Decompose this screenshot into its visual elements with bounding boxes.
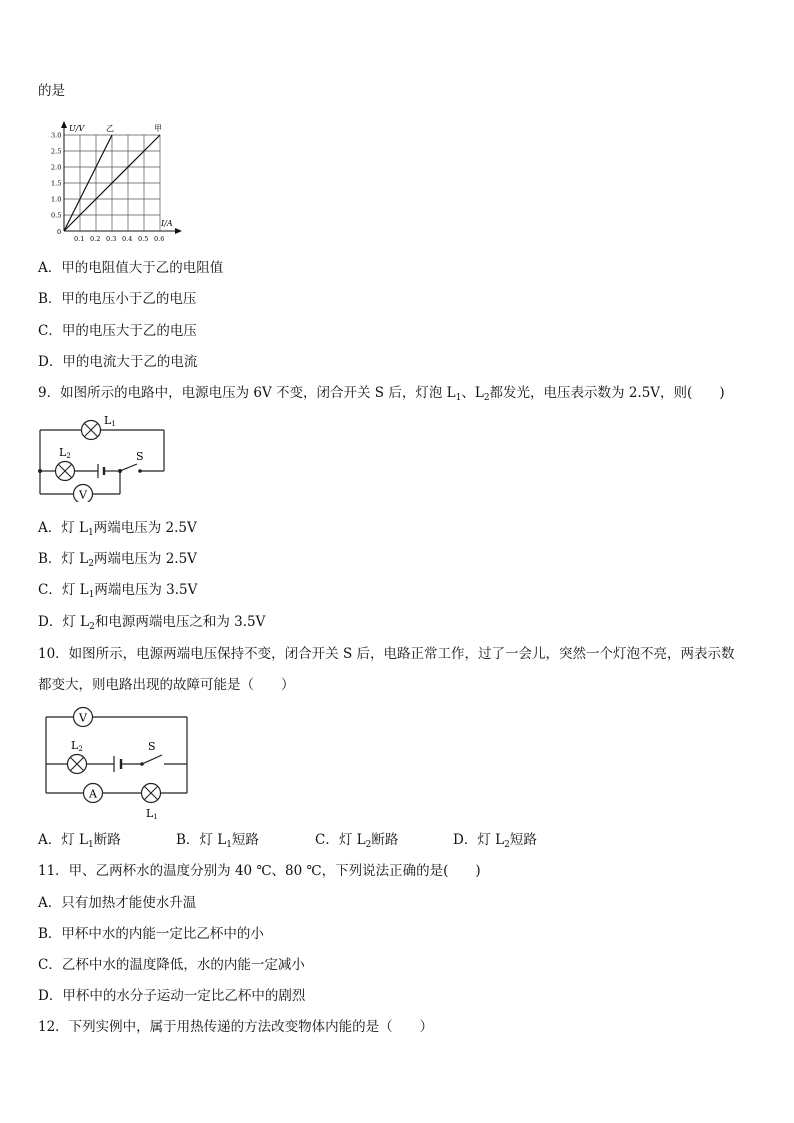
q8-option-c[interactable]: C．甲的电压大于乙的电压 bbox=[38, 323, 197, 339]
q8-option-a[interactable]: A．甲的电阻值大于乙的电阻值 bbox=[38, 260, 224, 276]
q10-option-c[interactable]: C．灯 $L_2$断路 bbox=[315, 832, 399, 850]
q10-switch bbox=[140, 755, 162, 766]
series-label: 乙 bbox=[106, 124, 114, 133]
q10-circuit-diagram bbox=[40, 705, 200, 820]
x-tick-label: 0.2 bbox=[90, 235, 101, 243]
q11-stem: 11．甲、乙两杯水的温度分别为 40 ℃、80 ℃，下列说法正确的是( ) bbox=[38, 863, 481, 879]
x-axis-label: I/A bbox=[161, 219, 173, 228]
q12-stem: 12．下列实例中，属于用热传递的方法改变物体内能的是（ ） bbox=[38, 1019, 434, 1035]
q9-lamp-l2-label: L2 bbox=[59, 446, 71, 460]
q10-option-a[interactable]: A．灯 $L_1$断路 bbox=[38, 832, 121, 850]
q8-option-b[interactable]: B．甲的电压小于乙的电压 bbox=[38, 291, 197, 307]
y-axis-arrow bbox=[61, 121, 67, 128]
q10-battery bbox=[114, 756, 121, 772]
q9-lamp-l1 bbox=[82, 421, 101, 440]
x-tick-label: 0.4 bbox=[122, 235, 133, 243]
q9-switch-label: S bbox=[136, 450, 144, 463]
x-tick-label: 0.1 bbox=[74, 235, 85, 243]
q9-stem: 9．如图所示的电路中，电源电压为 6V 不变，闭合开关 S 后，灯泡 $L_1$、$L_2$都发光，电压表示数为 2.5V，则( ) bbox=[38, 385, 725, 403]
series-label: 甲 bbox=[154, 124, 162, 133]
q11-option-d[interactable]: D．甲杯中的水分子运动一定比乙杯中的剧烈 bbox=[38, 988, 306, 1004]
q9-option-a[interactable]: A．灯 $L_1$两端电压为 2.5V bbox=[38, 520, 197, 538]
x-tick-label: 0.3 bbox=[106, 235, 117, 243]
q10-option-b[interactable]: B．灯 $L_1$短路 bbox=[176, 832, 259, 850]
q10-stem-line2: 都变大，则电路出现的故障可能是（ ） bbox=[38, 677, 295, 693]
q9-lamp-l1-label: L1 bbox=[104, 414, 116, 428]
q9-battery bbox=[98, 464, 104, 478]
q9-switch bbox=[120, 464, 142, 473]
y-tick-label: 0.5 bbox=[51, 211, 62, 220]
q11-option-a[interactable]: A．只有加热才能使水升温 bbox=[38, 895, 197, 911]
q9-option-d[interactable]: D．灯 $L_2$和电源两端电压之和为 3.5V bbox=[38, 614, 266, 632]
q11-option-b[interactable]: B．甲杯中水的内能一定比乙杯中的小 bbox=[38, 926, 264, 942]
q10-ammeter bbox=[84, 784, 103, 803]
q9-circuit-diagram bbox=[34, 412, 174, 502]
q10-lamp-l1 bbox=[142, 784, 161, 803]
origin-label: 0 bbox=[57, 228, 62, 236]
question-stem-fragment: 的是 bbox=[38, 83, 65, 99]
svg-text:A: A bbox=[89, 787, 97, 801]
q10-switch-label: S bbox=[148, 740, 156, 753]
q9-option-c[interactable]: C．灯 $L_1$两端电压为 3.5V bbox=[38, 582, 198, 600]
u-i-graph bbox=[40, 117, 200, 247]
x-tick-label: 0.6 bbox=[154, 235, 165, 243]
x-axis-arrow bbox=[175, 228, 182, 234]
q8-option-d[interactable]: D．甲的电流大于乙的电流 bbox=[38, 354, 198, 370]
q9-junction bbox=[38, 469, 42, 473]
y-tick-label: 2.0 bbox=[51, 163, 62, 172]
q10-voltmeter bbox=[74, 708, 93, 727]
y-tick-label: 3.0 bbox=[51, 131, 62, 140]
y-tick-label: 1.0 bbox=[51, 195, 62, 204]
y-tick-label: 1.5 bbox=[51, 179, 62, 188]
q10-stem-line1: 10．如图所示，电源两端电压保持不变，闭合开关 S 后，电路正常工作，过了一会儿，突然一个灯泡不亮，两表示数 bbox=[38, 646, 735, 662]
q10-option-d[interactable]: D．灯 $L_2$短路 bbox=[453, 832, 537, 850]
y-tick-label: 2.5 bbox=[51, 147, 62, 156]
q11-option-c[interactable]: C．乙杯中水的温度降低，水的内能一定减小 bbox=[38, 957, 305, 973]
svg-text:V: V bbox=[79, 488, 87, 502]
q9-lamp-l2 bbox=[56, 462, 75, 481]
svg-text:V: V bbox=[79, 711, 87, 725]
q10-lamp-l2-label: L2 bbox=[71, 739, 83, 753]
q10-lamp-l2 bbox=[68, 755, 87, 774]
q10-lamp-l1-label: L1 bbox=[146, 807, 158, 820]
x-tick-label: 0.5 bbox=[138, 235, 149, 243]
q9-option-b[interactable]: B．灯 $L_2$两端电压为 2.5V bbox=[38, 551, 197, 569]
y-axis-label: U/V bbox=[69, 124, 85, 133]
q9-voltmeter bbox=[74, 485, 93, 503]
